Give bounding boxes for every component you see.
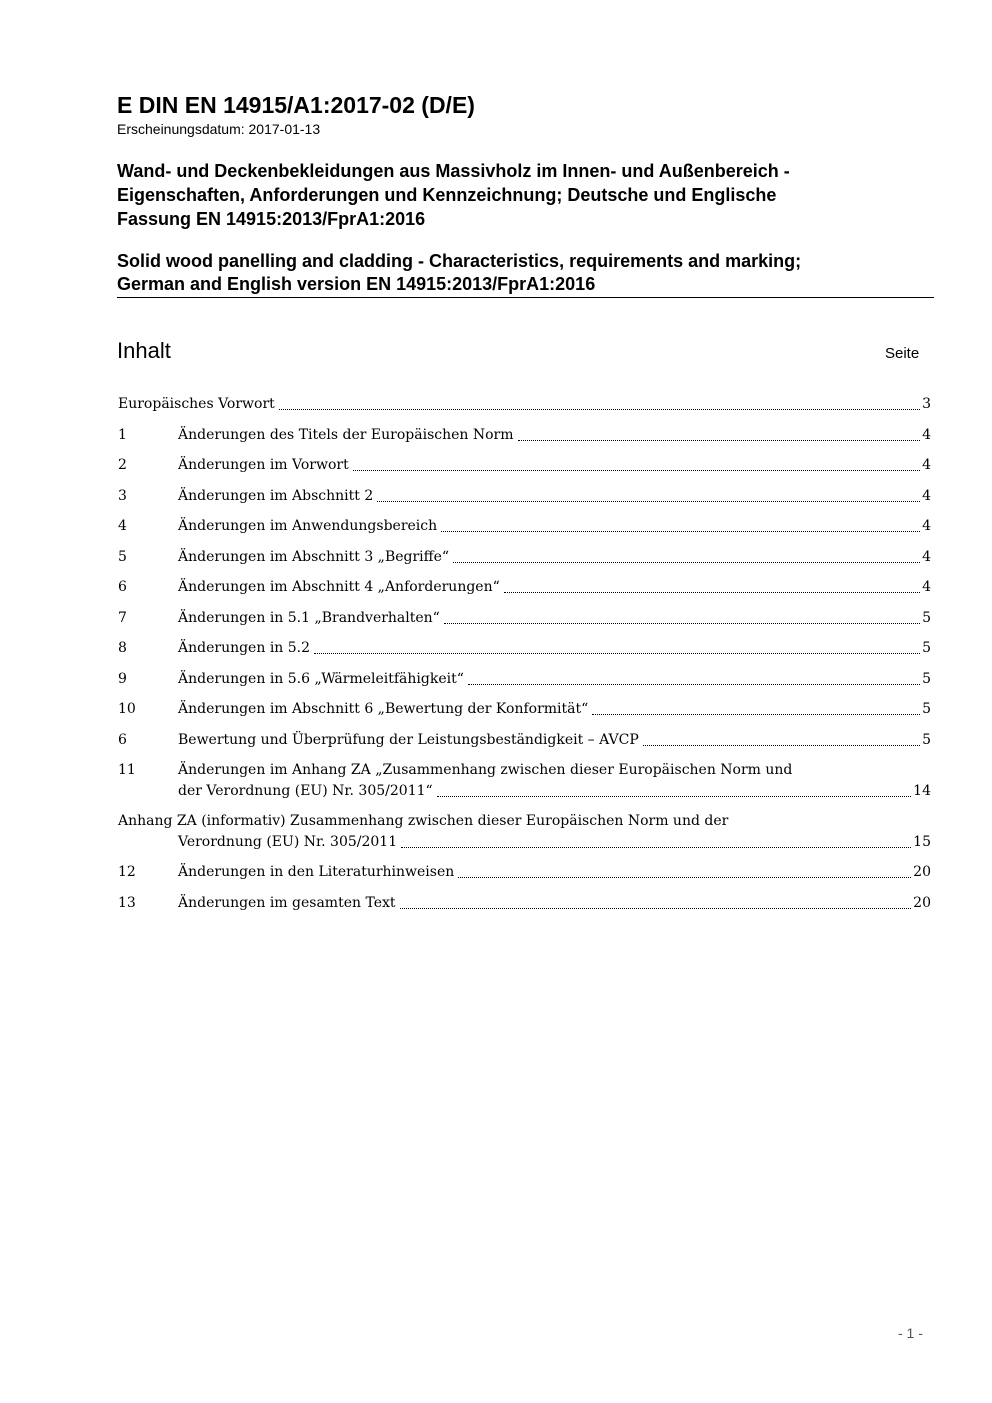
toc-entry-4[interactable] bbox=[118, 516, 931, 547]
toc-page-label: Seite bbox=[885, 345, 920, 362]
dot-leader bbox=[504, 592, 920, 593]
toc-entry-page: 3 bbox=[922, 396, 931, 412]
dot-leader bbox=[444, 623, 920, 624]
toc-entry-number: 13 bbox=[118, 894, 136, 911]
toc-entry-page: 5 bbox=[922, 640, 931, 656]
toc-entry-annex-za[interactable] bbox=[118, 811, 931, 862]
toc-entry-page: 4 bbox=[922, 579, 931, 595]
toc-entry-page: 4 bbox=[922, 518, 931, 534]
toc-entry-7[interactable] bbox=[118, 608, 931, 639]
toc-entry-page: 4 bbox=[922, 548, 931, 565]
dot-leader bbox=[437, 796, 912, 797]
toc-entry-text: Änderungen im Anwendungsbereich bbox=[178, 518, 438, 534]
publication-date: Erscheinungsdatum: 2017-01-13 bbox=[117, 121, 321, 137]
toc-entry-page: 5 bbox=[922, 609, 931, 626]
toc-entry-text: Änderungen im Vorwort bbox=[178, 457, 349, 473]
toc-entry-text: Änderungen im Abschnitt 3 „Begriffe“ bbox=[178, 548, 450, 565]
title-german-line: Wand- und Deckenbekleidungen aus Massivholz im Innen- und Außenbereich - bbox=[117, 161, 790, 181]
dot-leader bbox=[441, 531, 920, 532]
toc-entry-text: Änderungen im Anhang ZA „Zusammenhang zwischen dieser Europäischen Norm und bbox=[178, 762, 793, 778]
toc-entry-page: 5 bbox=[922, 731, 931, 748]
toc-entry-number: 8 bbox=[118, 640, 127, 656]
toc-entry-9[interactable] bbox=[118, 669, 931, 700]
toc-entry-text: Änderungen in den Literaturhinweisen bbox=[178, 864, 455, 880]
toc-entry-text: Änderungen in 5.1 „Brandverhalten“ bbox=[178, 609, 440, 626]
title-german-line: Eigenschaften, Anforderungen und Kennzeichnung; Deutsche und Englische bbox=[117, 185, 777, 205]
toc-entry-text-continued: der Verordnung (EU) Nr. 305/2011“ bbox=[178, 783, 433, 799]
dot-leader bbox=[592, 714, 920, 715]
title-german-line: Fassung EN 14915:2013/FprA1:2016 bbox=[117, 209, 426, 229]
dot-leader bbox=[377, 501, 920, 502]
toc-entry-6[interactable] bbox=[118, 577, 931, 608]
toc-entry-text: Änderungen in 5.6 „Wärmeleitfähigkeit“ bbox=[178, 670, 464, 687]
toc-entry-number: 10 bbox=[118, 701, 136, 717]
title-english bbox=[117, 250, 917, 296]
toc-entry-1[interactable] bbox=[118, 425, 931, 456]
toc-entry-6-avcp[interactable] bbox=[118, 730, 931, 761]
dot-leader bbox=[453, 562, 920, 563]
toc-entry-page: 4 bbox=[922, 487, 931, 504]
toc-entry-page: 4 bbox=[922, 457, 931, 473]
toc-heading: Inhalt bbox=[117, 338, 171, 363]
toc-entry-number: 1 bbox=[118, 426, 127, 443]
toc-entry-text: Europäisches Vorwort bbox=[118, 396, 275, 412]
document-number: E DIN EN 14915/A1:2017-02 (D/E) bbox=[117, 92, 475, 118]
toc-entry-page: 20 bbox=[913, 894, 931, 911]
toc-entry-page: 20 bbox=[913, 864, 931, 880]
toc-entry-number: 9 bbox=[118, 670, 127, 687]
toc-entry-number: 7 bbox=[118, 609, 127, 626]
toc-entry-number: 2 bbox=[118, 457, 127, 473]
toc-entry-text: Änderungen im Abschnitt 4 „Anforderungen“ bbox=[178, 579, 500, 595]
title-english-line: Solid wood panelling and cladding - Characteristics, requirements and marking; bbox=[117, 251, 802, 271]
toc-entry-number: 3 bbox=[118, 487, 127, 504]
toc-entry-page: 5 bbox=[922, 701, 931, 717]
toc-entry-text-continued: Verordnung (EU) Nr. 305/2011 bbox=[178, 834, 398, 850]
toc-entry-number: 12 bbox=[118, 864, 136, 880]
toc-entry-2[interactable] bbox=[118, 455, 931, 486]
title-german bbox=[117, 159, 917, 231]
toc-entry-3[interactable] bbox=[118, 486, 931, 517]
toc-entry-12[interactable] bbox=[118, 862, 931, 893]
page-number: - 1 - bbox=[898, 1325, 923, 1341]
table-of-contents bbox=[118, 394, 931, 923]
dot-leader bbox=[643, 745, 920, 746]
dot-leader bbox=[458, 877, 911, 878]
dot-leader bbox=[400, 908, 912, 909]
toc-entry-page: 4 bbox=[922, 426, 931, 443]
toc-entry-number: 6 bbox=[118, 731, 127, 748]
dot-leader bbox=[279, 409, 920, 410]
toc-entry-8[interactable] bbox=[118, 638, 931, 669]
toc-entry-10[interactable] bbox=[118, 699, 931, 730]
dot-leader bbox=[401, 847, 911, 848]
toc-entry-number: 5 bbox=[118, 548, 127, 565]
title-divider bbox=[117, 297, 934, 298]
toc-entry-text: Änderungen im Abschnitt 6 „Bewertung der Konformität“ bbox=[178, 701, 589, 717]
toc-entry-5[interactable] bbox=[118, 547, 931, 578]
title-english-line: German and English version EN 14915:2013/FprA1:2016 bbox=[117, 274, 596, 294]
toc-entry-text: Anhang ZA (informativ) Zusammenhang zwischen dieser Europäischen Norm und der bbox=[118, 813, 729, 829]
toc-entry-page: 14 bbox=[913, 783, 931, 799]
toc-entry-number: 4 bbox=[118, 518, 127, 534]
dot-leader bbox=[314, 653, 920, 654]
toc-entry-text: Bewertung und Überprüfung der Leistungsbeständigkeit – AVCP bbox=[178, 731, 639, 748]
toc-entry-11[interactable] bbox=[118, 760, 931, 811]
toc-entry-foreword[interactable] bbox=[118, 394, 931, 425]
toc-entry-text: Änderungen im gesamten Text bbox=[178, 894, 396, 911]
toc-entry-page: 5 bbox=[922, 670, 931, 687]
toc-entry-page: 15 bbox=[913, 834, 931, 850]
dot-leader bbox=[468, 684, 920, 685]
toc-entry-number: 11 bbox=[118, 762, 136, 778]
toc-entry-text: Änderungen in 5.2 bbox=[178, 640, 311, 656]
dot-leader bbox=[353, 470, 920, 471]
toc-entry-text: Änderungen des Titels der Europäischen Norm bbox=[178, 426, 514, 443]
dot-leader bbox=[518, 440, 921, 441]
toc-entry-text: Änderungen im Abschnitt 2 bbox=[178, 487, 374, 504]
toc-entry-13[interactable] bbox=[118, 893, 931, 924]
toc-entry-number: 6 bbox=[118, 579, 127, 595]
